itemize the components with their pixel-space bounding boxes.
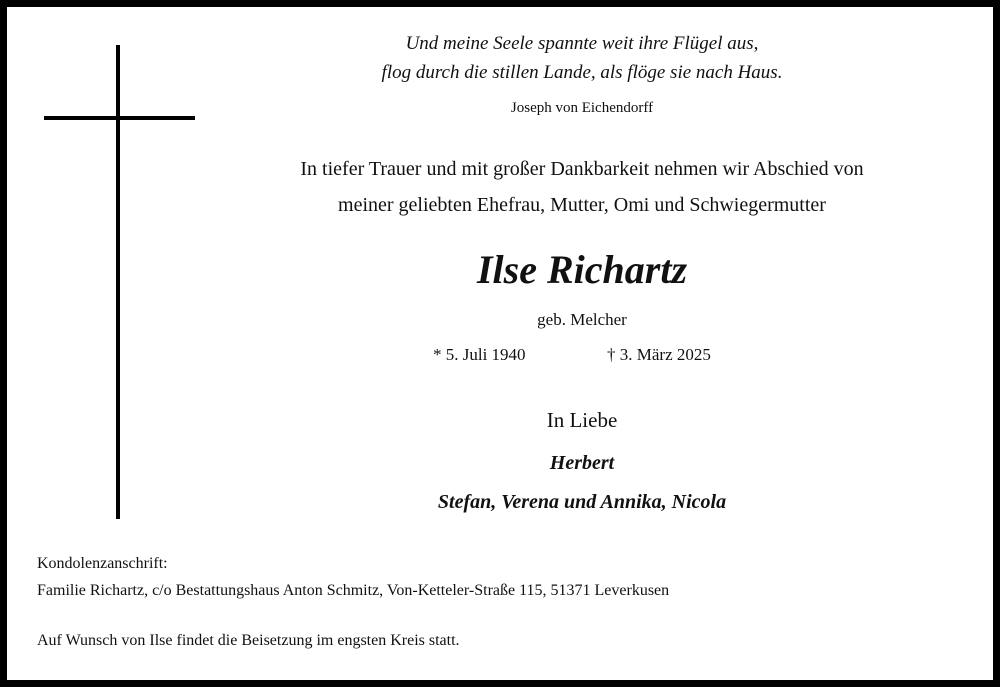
deceased-name: Ilse Richartz [476,247,688,292]
in-love-label: In Liebe [546,408,618,432]
death-date: † 3. März 2025 [607,345,711,364]
quote-line-2: flog durch die stillen Lande, als flöge sie nach Haus. [381,62,783,83]
quote-author: Joseph von Eichendorff [510,100,654,116]
burial-note: Auf Wunsch von Ilse findet die Beisetzung im engsten Kreis statt. [37,632,460,649]
maiden-name: geb. Melcher [537,310,627,329]
family-line-2: Stefan, Verena und Annika, Nicola [437,491,727,513]
quote-line-1: Und meine Seele spannte weit ihre Flügel aus, [405,33,759,54]
family-line-1: Herbert [549,452,615,474]
intro-line-2: meiner geliebten Ehefrau, Mutter, Omi und Schwiegermutter [338,194,826,216]
birth-date: * 5. Juli 1940 [433,345,526,364]
condolence-label: Kondolenzanschrift: [37,555,168,572]
cross-icon-horizontal [44,116,195,120]
condolence-address: Familie Richartz, c/o Bestattungshaus Anton Schmitz, Von-Ketteler-Straße 115, 51371 Leverkusen [37,582,670,599]
intro-line-1: In tiefer Trauer und mit großer Dankbarkeit nehmen wir Abschied von [300,158,864,180]
